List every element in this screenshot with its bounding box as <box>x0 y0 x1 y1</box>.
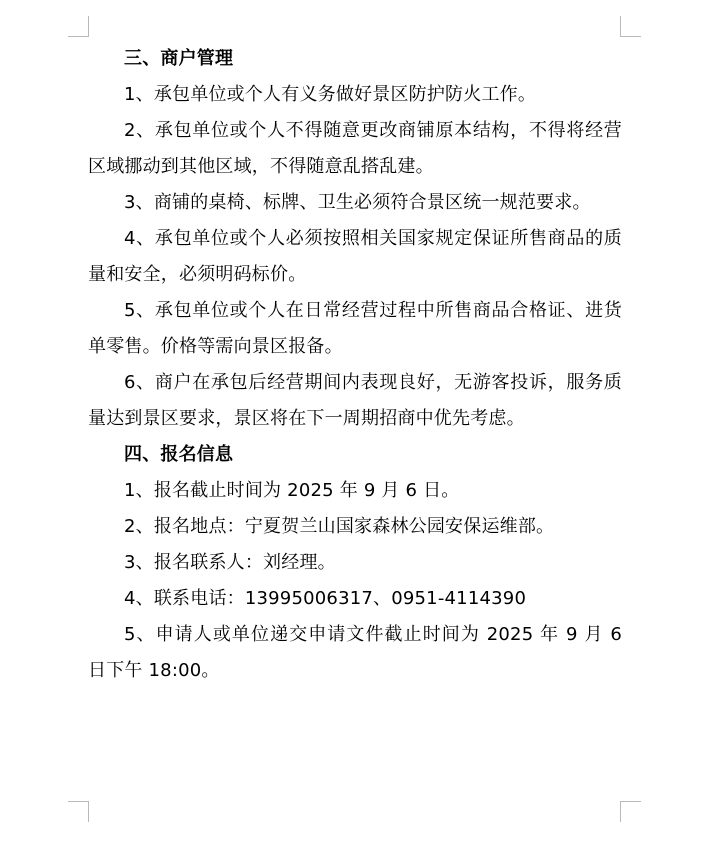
paragraph: 2、承包单位或个人不得随意更改商铺原本结构，不得将经营区域挪动到其他区域，不得随意乱搭乱建。 <box>88 120 622 177</box>
paragraph: 2、报名地点：宁夏贺兰山国家森林公园安保运维部。 <box>124 516 555 537</box>
section-heading-merchant-management: 三、商户管理 <box>124 48 234 69</box>
paragraph: 3、商铺的桌椅、标牌、卫生必须符合景区统一规范要求。 <box>124 192 591 213</box>
paragraph: 4、联系电话：13995006317、0951-4114390 <box>124 588 527 609</box>
paragraph: 1、承包单位或个人有义务做好景区防护防火工作。 <box>124 84 537 105</box>
paragraph: 5、申请人或单位递交申请文件截止时间为 2025 年 9 月 6 日下午 18:00。 <box>88 624 622 681</box>
corner-mark-bottom-right <box>620 801 641 822</box>
paragraph: 6、商户在承包后经营期间内表现良好，无游客投诉，服务质量达到景区要求，景区将在下一周期招商中优先考虑。 <box>88 372 622 429</box>
paragraph: 3、报名联系人：刘经理。 <box>124 552 336 573</box>
paragraph: 1、报名截止时间为 2025 年 9 月 6 日。 <box>124 480 460 501</box>
corner-mark-top-left <box>68 16 89 37</box>
corner-mark-top-right <box>620 16 641 37</box>
document-body <box>88 41 622 689</box>
corner-mark-bottom-left <box>68 801 89 822</box>
section-heading-registration-info: 四、报名信息 <box>124 444 234 465</box>
paragraph: 5、承包单位或个人在日常经营过程中所售商品合格证、进货单零售。价格等需向景区报备。 <box>88 300 622 357</box>
paragraph: 4、承包单位或个人必须按照相关国家规定保证所售商品的质量和安全，必须明码标价。 <box>88 228 622 285</box>
